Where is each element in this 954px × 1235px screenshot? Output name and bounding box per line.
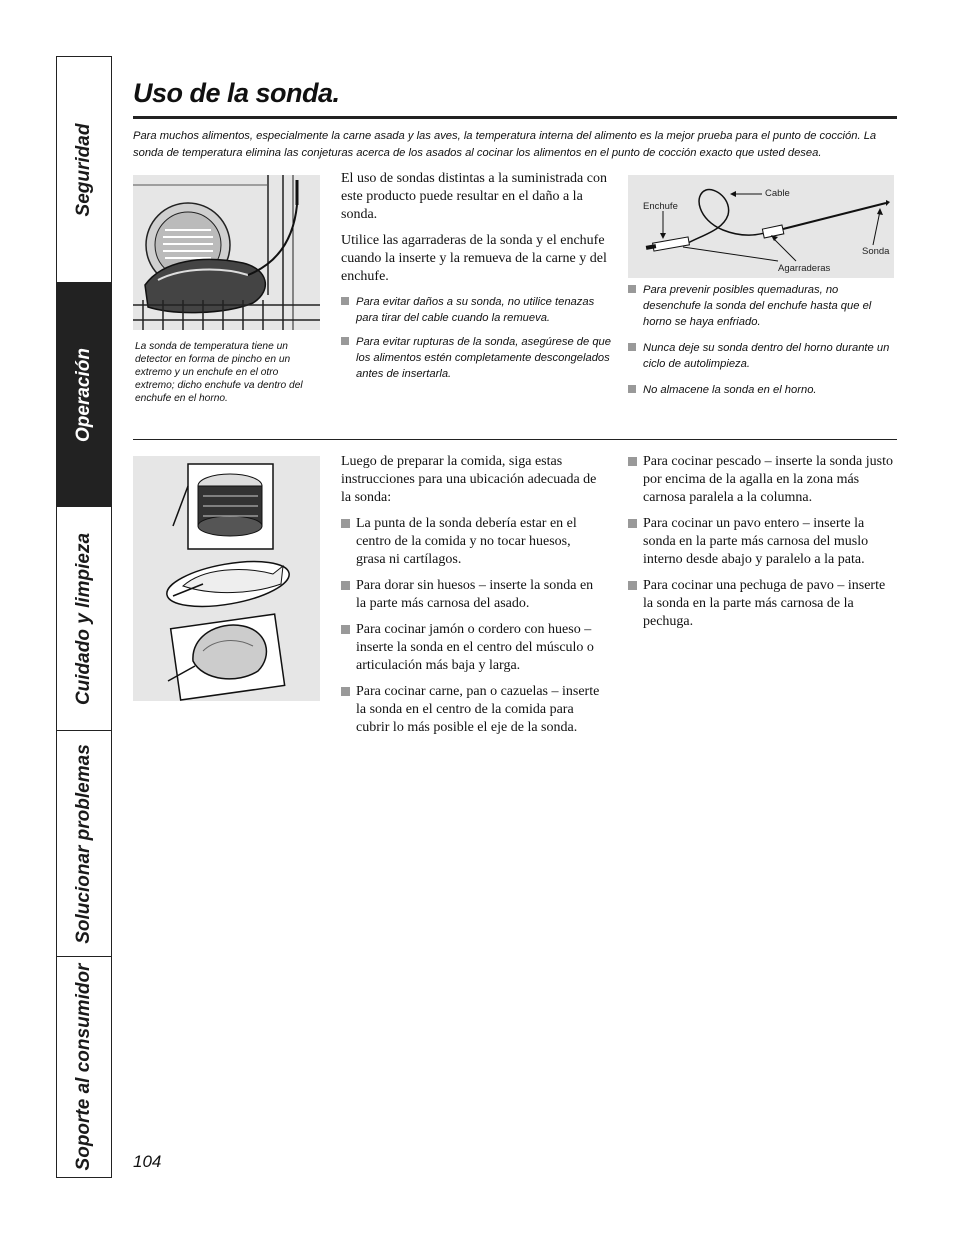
page-number: 104 bbox=[133, 1152, 162, 1171]
bullet-square-icon bbox=[341, 297, 349, 305]
bullet-square-icon bbox=[628, 581, 637, 590]
list-item-text: Para cocinar una pechuga de pavo – inserte la sonda en la parte más carnosa de la pechuga. bbox=[643, 578, 886, 629]
note-item bbox=[628, 382, 896, 398]
list-item bbox=[628, 515, 896, 569]
tab-seguridad[interactable] bbox=[57, 57, 111, 283]
bullet-square-icon bbox=[341, 687, 350, 696]
bullet-square-icon bbox=[628, 385, 636, 393]
list-item bbox=[341, 621, 603, 675]
list-item-text: Para cocinar un pavo entero – inserte la sonda en la parte más carnosa del muslo interno desde abajo y paralelo a la pata. bbox=[643, 516, 869, 567]
bullet-square-icon bbox=[628, 343, 636, 351]
tab-label: Soporte al consumidor bbox=[73, 963, 94, 1171]
probe-usage-text bbox=[341, 170, 611, 390]
note-text: No almacene la sonda en el horno. bbox=[643, 384, 817, 396]
placement-instructions-left bbox=[341, 453, 603, 745]
note-text: Para prevenir posibles quemaduras, no desenchufe la sonda del enchufe hasta que el horno se haya enfriado. bbox=[643, 284, 872, 328]
food-drawings bbox=[133, 456, 320, 701]
tab-solucionar-problemas[interactable] bbox=[57, 731, 111, 957]
bullet-square-icon bbox=[341, 337, 349, 345]
note-text: Para evitar daños a su sonda, no utilice tenazas para tirar del cable cuando la remueva. bbox=[356, 296, 595, 324]
tab-label: Solucionar problemas bbox=[73, 743, 94, 944]
section-divider bbox=[133, 439, 897, 440]
tab-operacion[interactable] bbox=[57, 283, 111, 507]
note-text: Nunca deje su sonda dentro del horno durante un ciclo de autolimpieza. bbox=[643, 342, 890, 370]
bullet-square-icon bbox=[341, 581, 350, 590]
paragraph: Utilice las agarraderas de la sonda y el enchufe cuando la inserte y la remueva de la carne y del enchufe. bbox=[341, 233, 607, 284]
note-item bbox=[341, 294, 611, 326]
tab-label: Operación bbox=[73, 347, 94, 442]
tab-label: Cuidado y limpieza bbox=[73, 532, 94, 705]
bullet-square-icon bbox=[341, 519, 350, 528]
probe-caption: La sonda de temperatura tiene un detector en forma de pincho en un extremo y un enchufe en el otro extremo; dicho enchufe va dentro del enchufe en el horno. bbox=[135, 341, 303, 404]
paragraph: Luego de preparar la comida, siga estas instrucciones para una ubicación adecuada de la sonda: bbox=[341, 454, 597, 505]
bullet-square-icon bbox=[341, 625, 350, 634]
title-rule bbox=[133, 116, 897, 119]
probe-diagram bbox=[628, 175, 894, 278]
bullet-square-icon bbox=[628, 285, 636, 293]
list-item bbox=[341, 577, 603, 613]
probe-safety-notes bbox=[628, 282, 896, 406]
list-item bbox=[628, 577, 896, 631]
bullet-square-icon bbox=[628, 457, 637, 466]
tab-cuidado-y-limpieza[interactable] bbox=[57, 507, 111, 731]
food-placement-illustration bbox=[133, 456, 320, 701]
list-item bbox=[628, 453, 896, 507]
note-item bbox=[628, 282, 896, 330]
note-text: Para evitar rupturas de la sonda, asegúrese de que los alimentos estén completamente descongelados antes de insertarla. bbox=[356, 336, 611, 380]
section-sidebar bbox=[56, 56, 112, 1178]
list-item-text: Para cocinar pescado – inserte la sonda justo por encima de la agalla en la zona más carnosa paralela a la columna. bbox=[643, 454, 893, 505]
page-title: Uso de la sonda. bbox=[133, 78, 340, 108]
probe-parts-drawing bbox=[628, 175, 894, 278]
list-item bbox=[341, 515, 603, 569]
note-item bbox=[628, 340, 896, 372]
list-item bbox=[341, 683, 603, 737]
diagram-label-enchufe: Enchufe bbox=[643, 201, 678, 212]
placement-instructions-right bbox=[628, 453, 896, 639]
list-item-text: Para dorar sin huesos – inserte la sonda en la parte más carnosa del asado. bbox=[356, 578, 594, 611]
oven-probe-illustration bbox=[133, 175, 320, 330]
intro-text: Para muchos alimentos, especialmente la carne asada y las aves, la temperatura interna del alimento es la mejor prueba para el punto de cocción. La sonda de temperatura elimina las conjeturas acerca de los asados al cocinar los alimentos en el punto de cocción exacto que usted desea. bbox=[133, 130, 877, 159]
tab-label: Seguridad bbox=[73, 123, 94, 216]
paragraph: El uso de sondas distintas a la suministrada con este producto puede resultar en el daño a la sonda. bbox=[341, 171, 607, 222]
diagram-label-cable: Cable bbox=[765, 188, 790, 199]
list-item-text: La punta de la sonda debería estar en el centro de la comida y no tocar huesos, grasa ni cartílagos. bbox=[356, 516, 577, 567]
oven-roast-drawing bbox=[133, 175, 320, 330]
note-item bbox=[341, 334, 611, 382]
diagram-label-agarraderas: Agarraderas bbox=[778, 263, 831, 274]
tab-soporte-al-consumidor[interactable] bbox=[57, 957, 111, 1177]
diagram-label-sonda: Sonda bbox=[862, 246, 890, 257]
list-item-text: Para cocinar jamón o cordero con hueso – inserte la sonda en el centro del músculo o articulación más baja y larga. bbox=[356, 622, 594, 673]
bullet-square-icon bbox=[628, 519, 637, 528]
list-item-text: Para cocinar carne, pan o cazuelas – inserte la sonda en el centro de la comida para cubrir lo más posible el eje de la sonda. bbox=[356, 684, 600, 735]
